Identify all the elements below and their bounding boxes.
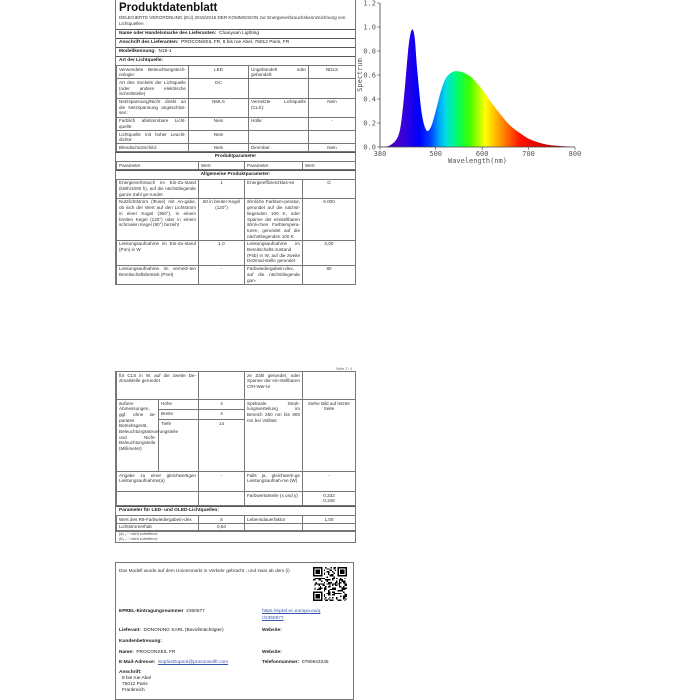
x-tick-label: 500 xyxy=(429,150,443,158)
general-value-2: 6.000 xyxy=(303,198,356,240)
x-axis-label: Wavelength(nm) xyxy=(447,157,508,165)
datasheet xyxy=(115,0,356,285)
general-row xyxy=(117,179,356,198)
type-label-2 xyxy=(249,131,309,144)
col-value: Wert xyxy=(199,162,245,170)
general-label: Nutzlichtstrom (Φuse) mit An-gabe, ob sich der Wert auf den Lichtstrom in einer Kugel (360°), in einem breiten Kegel (120°) oder in einem schmalen Kegel (90°) bezieht xyxy=(117,198,199,240)
type-value-2: - xyxy=(309,117,356,130)
general-header: Allgemeine Produktparameter: xyxy=(116,170,355,179)
page-number: Seite 2 / 4 xyxy=(336,367,353,371)
type-value: NMLS xyxy=(189,98,249,117)
service-label: Kundenbetreuung: xyxy=(119,639,162,644)
y-tick-label: 1.2 xyxy=(363,0,376,8)
cri-cont: ze Zahl gerundet, oder Spanne der ein-stellbaren CRI-Wer-te xyxy=(245,372,303,400)
general-value: 1,0 xyxy=(199,240,245,265)
col-value-2: Wert xyxy=(303,162,356,170)
eprel-line: EPREL-Eintragungsnummer 2350577 xyxy=(119,609,205,614)
general-value: 50 in breiter Kegel (120°) xyxy=(199,198,245,240)
general-label-2: Leistungsaufnahme im Bereitschafts-zustand (Psb) in W, auf die zweite Dezimal-stelle gerundet xyxy=(245,240,303,265)
y-tick-label: 1.0 xyxy=(363,23,376,32)
led-table xyxy=(116,515,356,531)
type-value-2 xyxy=(309,79,356,98)
address-line: Anschrift des Lieferanten: PROCONSEIL FR, 8 bis rue Abel, 75012 Paris, FR xyxy=(116,38,355,47)
type-label: Art des Sockels der Lichtquelle (oder andere elektrische Schnittstelle) xyxy=(117,79,189,98)
type-row xyxy=(117,79,356,98)
led-value-2 xyxy=(303,523,356,531)
x-tick-label: 800 xyxy=(568,150,582,158)
supplier-line: Lieferant: DONGNING SARL (Bevollmächtigter) xyxy=(119,628,224,633)
chroma-label: Farbwertanteile (x und y) xyxy=(245,492,303,506)
type-header: Art der Lichtquelle: xyxy=(116,56,355,65)
market-text: Das Modell wurde auf dem Unionsmarkt in Verkehr gebracht , und zwar ab dem (i) xyxy=(119,568,290,573)
name-line: Name: PROCONSEIL FR xyxy=(119,650,176,655)
general-value: - xyxy=(199,265,245,284)
cls-text: für CLS in W, auf die zweite De-zimalstelle gerundet xyxy=(117,372,199,400)
y-tick-label: 0.8 xyxy=(363,47,376,56)
led-row xyxy=(117,516,356,524)
email-link[interactable]: SophieDupont@proconseilfr.com xyxy=(157,660,229,665)
y-tick-label: 0.4 xyxy=(363,95,376,104)
general-value-2: 80 xyxy=(303,265,356,284)
type-label: Lichtquelle mit hoher Leucht-dichte: xyxy=(117,131,189,144)
dim-depth-label: Tiefe xyxy=(159,420,199,472)
type-label-2 xyxy=(249,79,309,98)
general-row xyxy=(117,265,356,284)
qr-code[interactable] xyxy=(313,567,347,601)
led-label: Wert des R9-Farbwiedergabein-dex xyxy=(117,516,199,524)
led-value: 0,94 xyxy=(199,523,245,531)
general-value-2: 0,00 xyxy=(303,240,356,265)
type-label: Blendschutzschild: xyxy=(117,144,189,152)
type-value: Nein xyxy=(189,144,249,152)
y-tick-label: 0.6 xyxy=(363,71,376,80)
general-row xyxy=(117,240,356,265)
type-value: Nein xyxy=(189,117,249,130)
general-label: Leistungsaufnahme im Ein-Zu-stand (Pon) in W xyxy=(117,240,199,265)
type-value: DC xyxy=(189,79,249,98)
dim-height-value: 4 xyxy=(199,400,245,410)
type-label-2: Vernetzte Lichtquelle (CLS): xyxy=(249,98,309,117)
dim-width-label: Breite xyxy=(159,410,199,420)
general-value: 1 xyxy=(199,179,245,198)
type-row xyxy=(117,66,356,79)
y-axis-label: Spectrum xyxy=(356,58,364,92)
website-label: Website: xyxy=(262,628,282,633)
type-label-2: Ungebündelt oder gebündelt: xyxy=(249,66,309,79)
chroma-values: 0,332 0,346 xyxy=(303,492,356,506)
equiv2-value: - xyxy=(303,472,356,492)
datasheet-continued xyxy=(115,371,356,543)
led-row xyxy=(117,523,356,531)
phone-line: Telefonnummer: 0780843245 xyxy=(262,660,329,665)
general-label: Energieverbrauch im Ein-Zu-stand (kWh/1000 h), auf die nächstliegende ganze Zahl ge-rundet xyxy=(117,179,199,198)
brand-line: Name oder Handelsmarke des Lieferanten: Chaoyuan Lighting xyxy=(116,29,355,38)
spectral-label: Spektrale Strah-lungsverteilung im Bereich 250 nm bis 800 nm bei Volllast xyxy=(245,400,303,472)
spectrum-chart xyxy=(355,0,700,170)
type-label: Farblich abstimmbare Licht-quelle: xyxy=(117,117,189,130)
col-param: Parameter xyxy=(117,162,199,170)
led-value: 5 xyxy=(199,516,245,524)
type-label-2: Dimmbar: xyxy=(249,144,309,152)
type-label-2: Hülle: xyxy=(249,117,309,130)
general-label-2: Farbwiedergabein-dex, auf die nächstliegende gan- xyxy=(245,265,303,284)
col-param-2: Parameter xyxy=(245,162,303,170)
y-tick-label: 0.0 xyxy=(363,143,376,152)
general-table xyxy=(116,179,356,285)
type-value-2: Nein xyxy=(309,144,356,152)
x-tick-label: 700 xyxy=(522,150,535,158)
equiv-label: Angabe zu einer gleichwertigen Leistungsaufnahme(a) xyxy=(117,472,199,492)
led-label-2: Lebensdauerfaktor xyxy=(245,516,303,524)
regulation-text: DELEGIERTE VERORDNUNG (EU) 2019/2015 DER KOMMISSION zur Energieverbrauchskennzeichnung von Lichtquellen xyxy=(119,15,346,26)
type-row xyxy=(117,144,356,152)
param-header: Produktparameter xyxy=(116,152,355,161)
eprel-link[interactable]: https://eprel.ec.europa.eu/qr/2350577 xyxy=(262,609,321,621)
equiv-value: - xyxy=(199,472,245,492)
led-header: Parameter für LED- und OLED-Lichtquellen: xyxy=(116,506,355,515)
general-row xyxy=(117,198,356,240)
type-label: Netzspannung/Nicht direkt an die Netzspannung angeschlos-sen: xyxy=(117,98,189,117)
type-label: Verwendete Beleuchtungstech-nologie: xyxy=(117,66,189,79)
param-head-table xyxy=(116,161,356,170)
general-label-2: ähnliche Farbtem-peratur, gerundet auf die nächst-liegenden 100 K, oder Spanne der einstellbaren ähnli-chen Farbtempera-turen, gerundet auf die nächstliegenden 100 K xyxy=(245,198,303,240)
general-label: Leistungsaufnahme im vernetz-ten Bereitschaftsbetrieb (Pnet) xyxy=(117,265,199,284)
dim-height-label: Höhe xyxy=(159,400,199,410)
general-label-2: Energieeffizienzklas-se xyxy=(245,179,303,198)
spectral-value: Siehe Bild auf letzter Seite xyxy=(303,400,356,472)
led-label: Lichtstromerhalt xyxy=(117,523,199,531)
footnote-b: (b) „-": nicht zutreffend; xyxy=(116,537,355,543)
led-value-2: 1,00 xyxy=(303,516,356,524)
type-value: LED xyxy=(189,66,249,79)
dim-depth-value: 14 xyxy=(199,420,245,472)
model-line: Modellkennung: N15-1 xyxy=(116,47,355,56)
type-value: Nein xyxy=(189,131,249,144)
dims-label: äußere Abmessungen, ggf. ohne se-parates Betriebsgerät, Beleuchtungssteuerungsteile und Nicht-Beleuchtungsteile (Millimeter) xyxy=(117,400,159,472)
x-tick-label: 380 xyxy=(373,150,387,158)
equiv2-label: Falls ja, gleichwerti-ge Leistungsaufnah-me (W) xyxy=(245,472,303,492)
email-line: E-Mail-Adresse: SophieDupont@proconseilfr.com xyxy=(119,660,229,665)
type-table xyxy=(116,65,356,152)
led-label-2 xyxy=(245,523,303,531)
type-value-2: NDLS xyxy=(309,66,356,79)
general-value-2: G xyxy=(303,179,356,198)
page-title: Produktdatenblatt xyxy=(119,2,218,14)
x-tick-label: 600 xyxy=(475,150,489,158)
footnote-a: (a) „-": nicht zutreffend; xyxy=(116,531,355,537)
type-value-2: Nein xyxy=(309,98,356,117)
y-tick-label: 0.2 xyxy=(363,119,376,128)
dim-width-value: 4 xyxy=(199,410,245,420)
cont-table xyxy=(116,371,356,506)
type-row xyxy=(117,117,356,130)
type-row xyxy=(117,98,356,117)
type-value-2 xyxy=(309,131,356,144)
spectrum-area xyxy=(380,29,575,147)
type-row xyxy=(117,131,356,144)
address-block: Anschrift: 8 bis rue Abel 75012 Paris Frankreich xyxy=(119,670,152,693)
website2-label: Website: xyxy=(262,650,282,655)
